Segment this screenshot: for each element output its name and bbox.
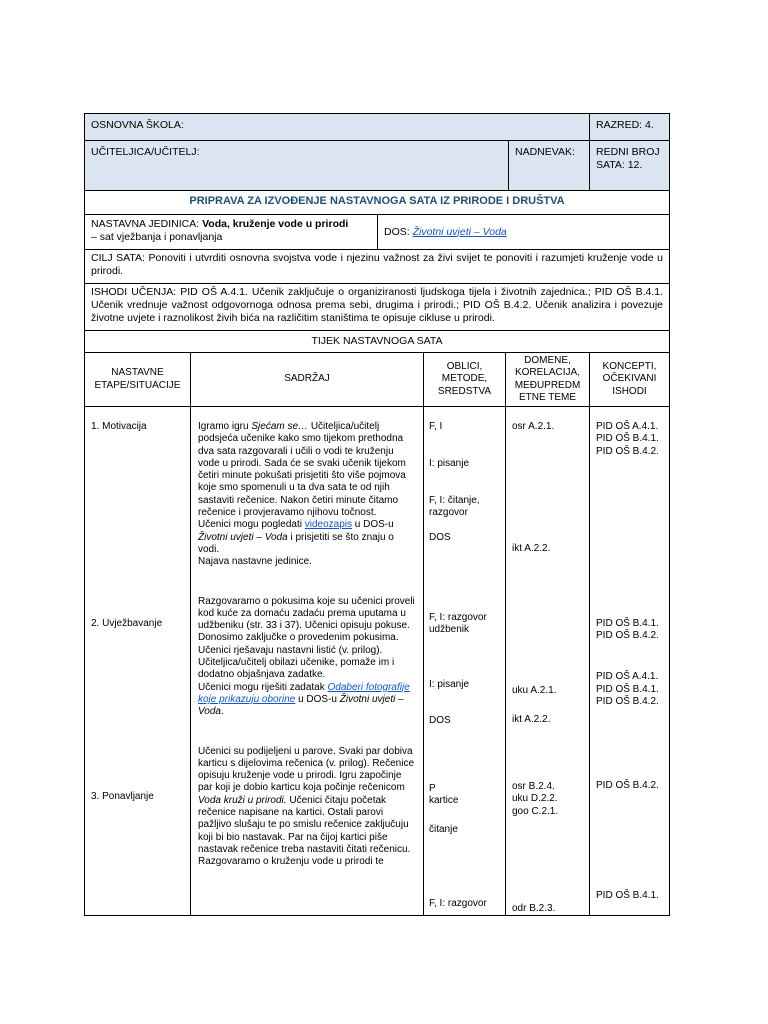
outcome-item: PID OŠ B.4.1. [596,617,659,629]
motivation-text-5: i prisjetiti se što znaju o vodi. [198,531,394,555]
motivation-text-3: Učenici mogu pogledati [198,519,302,531]
flow-title: TIJEK NASTAVNOGA SATA [85,331,670,353]
review-text-1: Učenici su podijeljeni u parove. Svaki par dobiva karticu s dijelovima rečenica (v. prilog). Rečenice opisuju kruženje vode u prirodi. Igru započinje par koji je dobio karticu koja počinje rečenicom [198,745,415,794]
document-title: PRIPRAVA ZA IZVOĐENJE NASTAVNOGA SATA IZ PRIRODE I DRUŠTVA [85,191,670,215]
method-item: kartice [429,795,459,807]
domains-column [506,407,590,916]
unit-type: – sat vježbanja i ponavljanja [91,231,223,243]
school-field [85,114,590,141]
concepts-column [590,407,670,916]
lesson-number-label: REDNI BROJ SATA: 12. [596,146,660,171]
dos-cell [378,215,670,250]
stages-column [85,407,191,916]
method-item: I: pisanje [429,457,470,469]
practice-dos-title: Životni uvjeti – Voda [198,693,404,718]
content-column [191,407,424,916]
method-item: DOS [429,531,451,543]
table-row [85,407,670,916]
outcome-item: PID OŠ B.4.2. [596,780,659,792]
outcome-item: PID OŠ A.4.1. [596,421,659,432]
stage-practice: 2. Uvježbavanje [91,618,163,630]
method-item: F, I: razgovor [429,611,487,623]
lesson-plan-document [84,113,669,916]
motivation-content [198,421,417,569]
teacher-field [85,141,509,191]
outcome-item: PID OŠ B.4.1. [596,683,659,695]
grade-label: RAZRED: 4. [596,119,654,131]
domain-item: ikt A.2.2. [512,713,551,725]
unit-cell [85,215,378,250]
method-item: F, I: razgovor [429,897,487,909]
goal-text: Ponoviti i utvrditi osnovna svojstva vode i njezinu važnost za živi svijet te ponoviti i razumjeti kruženje vode u prirodi. [91,252,663,277]
review-text-2: Učenici čitaju početak rečenice napisane na kartici. Ostali parovi pažljivo slušaju te po smislu rečenice zaključuju koji bi bio nastavak. Par na čijoj kartici piše nastavak rečenice treba nastaviti čitati rečenicu. [198,794,411,855]
outcome-item: PID OŠ B.4.1. [596,433,659,445]
motivation-text-4: u DOS-u [354,519,394,531]
goal-label: CILJ SATA: [91,252,145,264]
stage-motivation: 1. Motivacija [91,421,147,432]
domain-item: osr B.2.4. [512,781,555,793]
unit-label: NASTAVNA JEDINICA: [91,218,200,230]
domain-item: goo C.2.1. [512,805,559,817]
domain-item: odr B.2.3. [512,903,556,915]
col-header-content: SADRŽAJ [191,353,424,407]
game-name: Sjećam se… [251,421,309,432]
method-item: DOS [429,715,451,727]
dos-label: DOS: [384,225,410,238]
practice-text-1: Razgovaramo o pokusima koje su učenici proveli kod kuće za domaću zadaću prema uputama u udžbeniku (str. 33 i 37). Učenici opisuju pokuse. Donosimo zaključke o provedenim pokusima. [198,595,415,644]
outcomes-cell [85,284,670,331]
practice-content [198,596,417,719]
col-header-domains: DOMENE, KORELACIJA, MEĐUPREDM ETNE TEME [506,353,590,407]
domain-item: uku D.2.2. [512,793,558,805]
motivation-text-6: Najava nastavne jedinice. [198,556,312,568]
method-item: udžbenik [429,624,470,636]
header-table [84,113,670,215]
domain-item: osr A.2.1. [512,421,555,432]
practice-text-end: . [220,706,224,718]
lesson-flow-table [84,352,670,916]
date-field [509,141,590,191]
col-header-stages: NASTAVNE ETAPE/SITUACIJE [85,353,191,407]
col-header-concepts: KONCEPTI, OČEKIVANI ISHODI [590,353,670,407]
review-sentence: Voda kruži u prirodi. [198,794,287,806]
practice-text-4: u DOS-u [298,693,337,705]
col-header-methods: OBLICI, METODE, SREDSTVA [424,353,506,407]
outcomes-label: ISHODI UČENJA: [91,286,177,298]
video-link[interactable]: videozapis [304,519,352,531]
outcome-item: PID OŠ B.4.2. [596,696,659,708]
grade-field [590,114,670,141]
photos-task-link[interactable]: Odaberi fotografije koje prikazuju oborine [198,681,410,705]
method-item: F, I [429,421,443,432]
domain-item: ikt A.2.2. [512,543,551,555]
motivation-text-1: Igramo igru [198,421,249,432]
practice-text-3: Učenici mogu riješiti zadatak [198,681,325,693]
motivation-text-2: Učiteljica/učitelj podsjeća učenike kako smo tijekom prethodna dva sata razgovarali i učili o vodi te kruženju vode u prirodi. Sada će se svaki učenik tijekom četiri minute pokušati prisjetiti što više pojmova koje smo spomenuli u ta dva sata te od njih sastaviti rečenice. Nakon četiri minute čitamo rečenice i provjeravamo njihovu točnost. [198,421,406,519]
date-label: NADNEVAK: [515,146,575,158]
domain-item: uku A.2.1. [512,684,557,696]
outcome-item: PID OŠ B.4.1. [596,889,659,901]
outcome-item: PID OŠ B.4.2. [596,445,659,457]
outcome-item: PID OŠ A.4.1. [596,671,659,683]
outcomes-text: PID OŠ A.4.1. Učenik zaključuje o organiziranosti ljudskoga tijela i životnih zajednica.; PID OŠ B.4.1. Učenik vrednuje važnost odgovornoga odnosa prema sebi, drugima i prirodi.; PID OŠ B.4.2. Učenik analizira i povezuje životne uvjete i raznolikost živih bića na različitim staništima te opisuje cikluse u prirodi. [91,286,664,324]
method-item: P [429,782,436,794]
teacher-label: UČITELJICA/UČITELJ: [91,146,200,158]
dos-link[interactable]: Životni uvjeti – Voda [412,225,507,238]
review-text-3: Razgovaramo o kruženju vode u prirodi te [198,856,384,868]
stage-review: 3. Ponavljanje [91,790,154,802]
method-item: čitanje [429,824,458,836]
school-label: OSNOVNA ŠKOLA: [91,119,184,131]
lesson-number-field [590,141,670,191]
motivation-dos-title: Životni uvjeti – Voda [198,531,288,543]
goal-cell [85,250,670,284]
outcome-item: PID OŠ B.4.2. [596,630,659,642]
lesson-info-table [84,214,670,353]
methods-column [424,407,506,916]
review-content [198,746,417,869]
method-item: I: pisanje [429,678,470,690]
unit-name: Voda, kruženje vode u prirodi [202,218,349,230]
method-item: F, I: čitanje, razgovor [429,494,480,519]
practice-text-2: Učenici rješavaju nastavni listić (v. prilog). Učiteljica/učitelj obilazi učenike, pomaže im i dodatno objašnjava zadatke. [198,644,395,681]
